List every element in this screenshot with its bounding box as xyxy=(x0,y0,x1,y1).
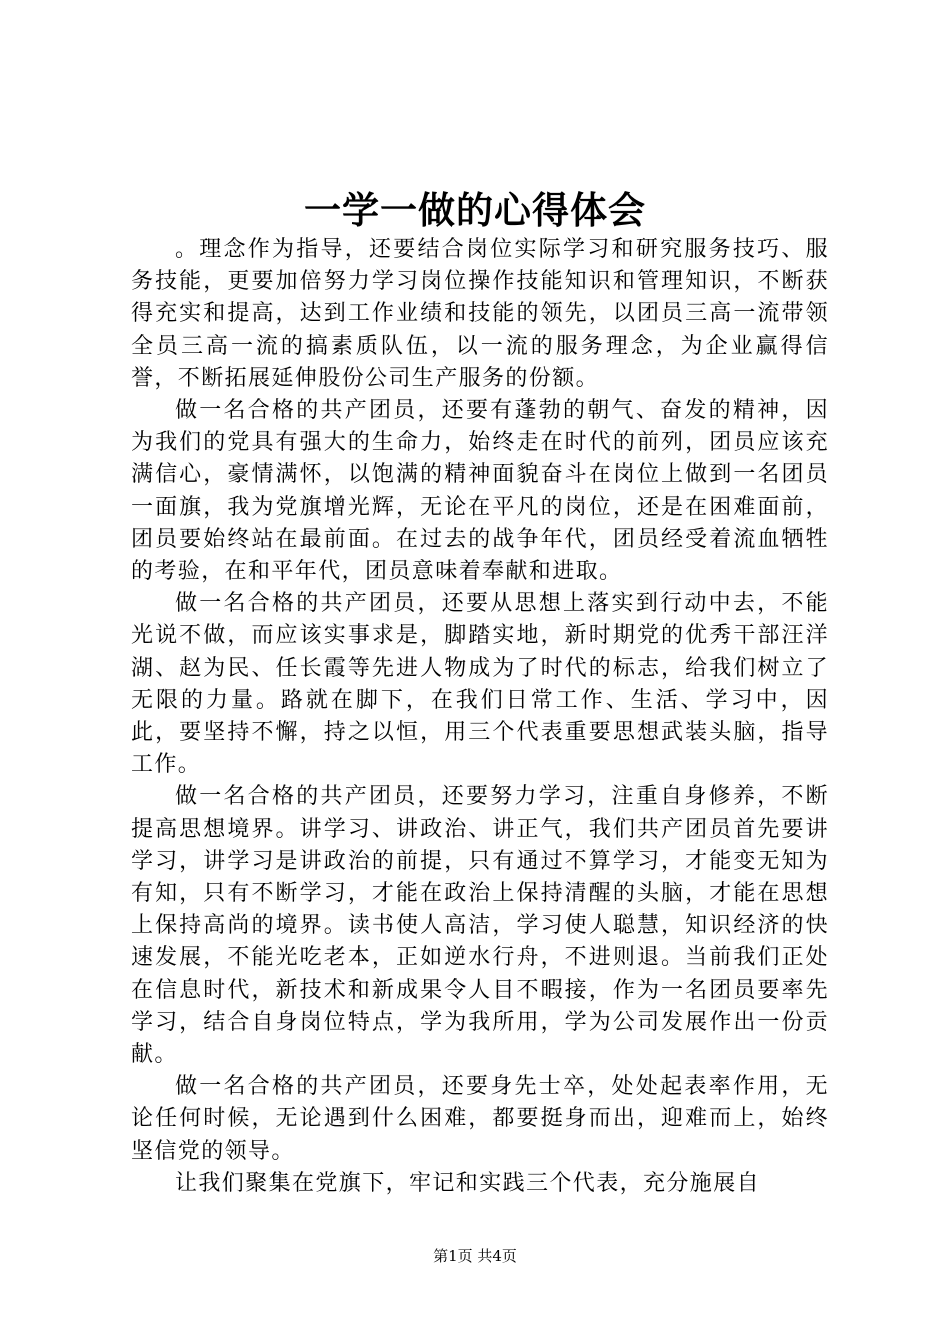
paragraph: 做一名合格的共产团员，还要努力学习，注重自身修养，不断提高思想境界。讲学习、讲政治、讲正气，我们共产团员首先要讲学习，讲学习是讲政治的前提，只有通过不算学习，才能变无知为有知，只有不断学习，才能在政治上保持清醒的头脑，才能在思想上保持高尚的境界。读书使人高洁，学习使人聪慧，知识经济的快速发展，不能光吃老本，正如逆水行舟，不进则退。当前我们正处在信息时代，新技术和新成果令人目不暇接，作为一名团员要率先学习，结合自身岗位特点，学为我所用，学为公司发展作出一份贡献。 xyxy=(131,784,829,1068)
document-body xyxy=(131,234,829,1200)
paragraph: 做一名合格的共产团员，还要身先士卒，处处起表率作用，无论任何时候，无论遇到什么困难，都要挺身而出，迎难而上，始终坚信党的领导。 xyxy=(131,1074,829,1164)
document-title: 一学一做的心得体会 xyxy=(304,188,646,232)
paragraph: 。理念作为指导，还要结合岗位实际学习和研究服务技巧、服务技能，更要加倍努力学习岗位操作技能知识和管理知识，不断获得充实和提高，达到工作业绩和技能的领先，以团员三高一流带领全员三高一流的搞素质队伍，以一流的服务理念，为企业赢得信誉，不断拓展延伸股份公司生产服务的份额。 xyxy=(131,237,829,391)
paragraph: 做一名合格的共产团员，还要有蓬勃的朝气、奋发的精神，因为我们的党具有强大的生命力，始终走在时代的前列，团员应该充满信心，豪情满怀，以饱满的精神面貌奋斗在岗位上做到一名团员一面旗，我为党旗增光辉，无论在平凡的岗位，还是在困难面前，团员要始终站在最前面。在过去的战争年代，团员经受着流血牺牲的考验，在和平年代，团员意味着奉献和进取。 xyxy=(131,398,829,585)
page-number-footer: 第1页 共4页 xyxy=(433,1247,517,1265)
paragraph: 让我们聚集在党旗下，牢记和实践三个代表，充分施展自 xyxy=(175,1170,761,1196)
paragraph: 做一名合格的共产团员，还要从思想上落实到行动中去，不能光说不做，而应该实事求是，脚踏实地，新时期党的优秀干部汪洋湖、赵为民、任长霞等先进人物成为了时代的标志，给我们树立了无限的力量。路就在脚下，在我们日常工作、生活、学习中，因此，要坚持不懈，持之以恒，用三个代表重要思想武装头脑，指导工作。 xyxy=(131,591,829,778)
